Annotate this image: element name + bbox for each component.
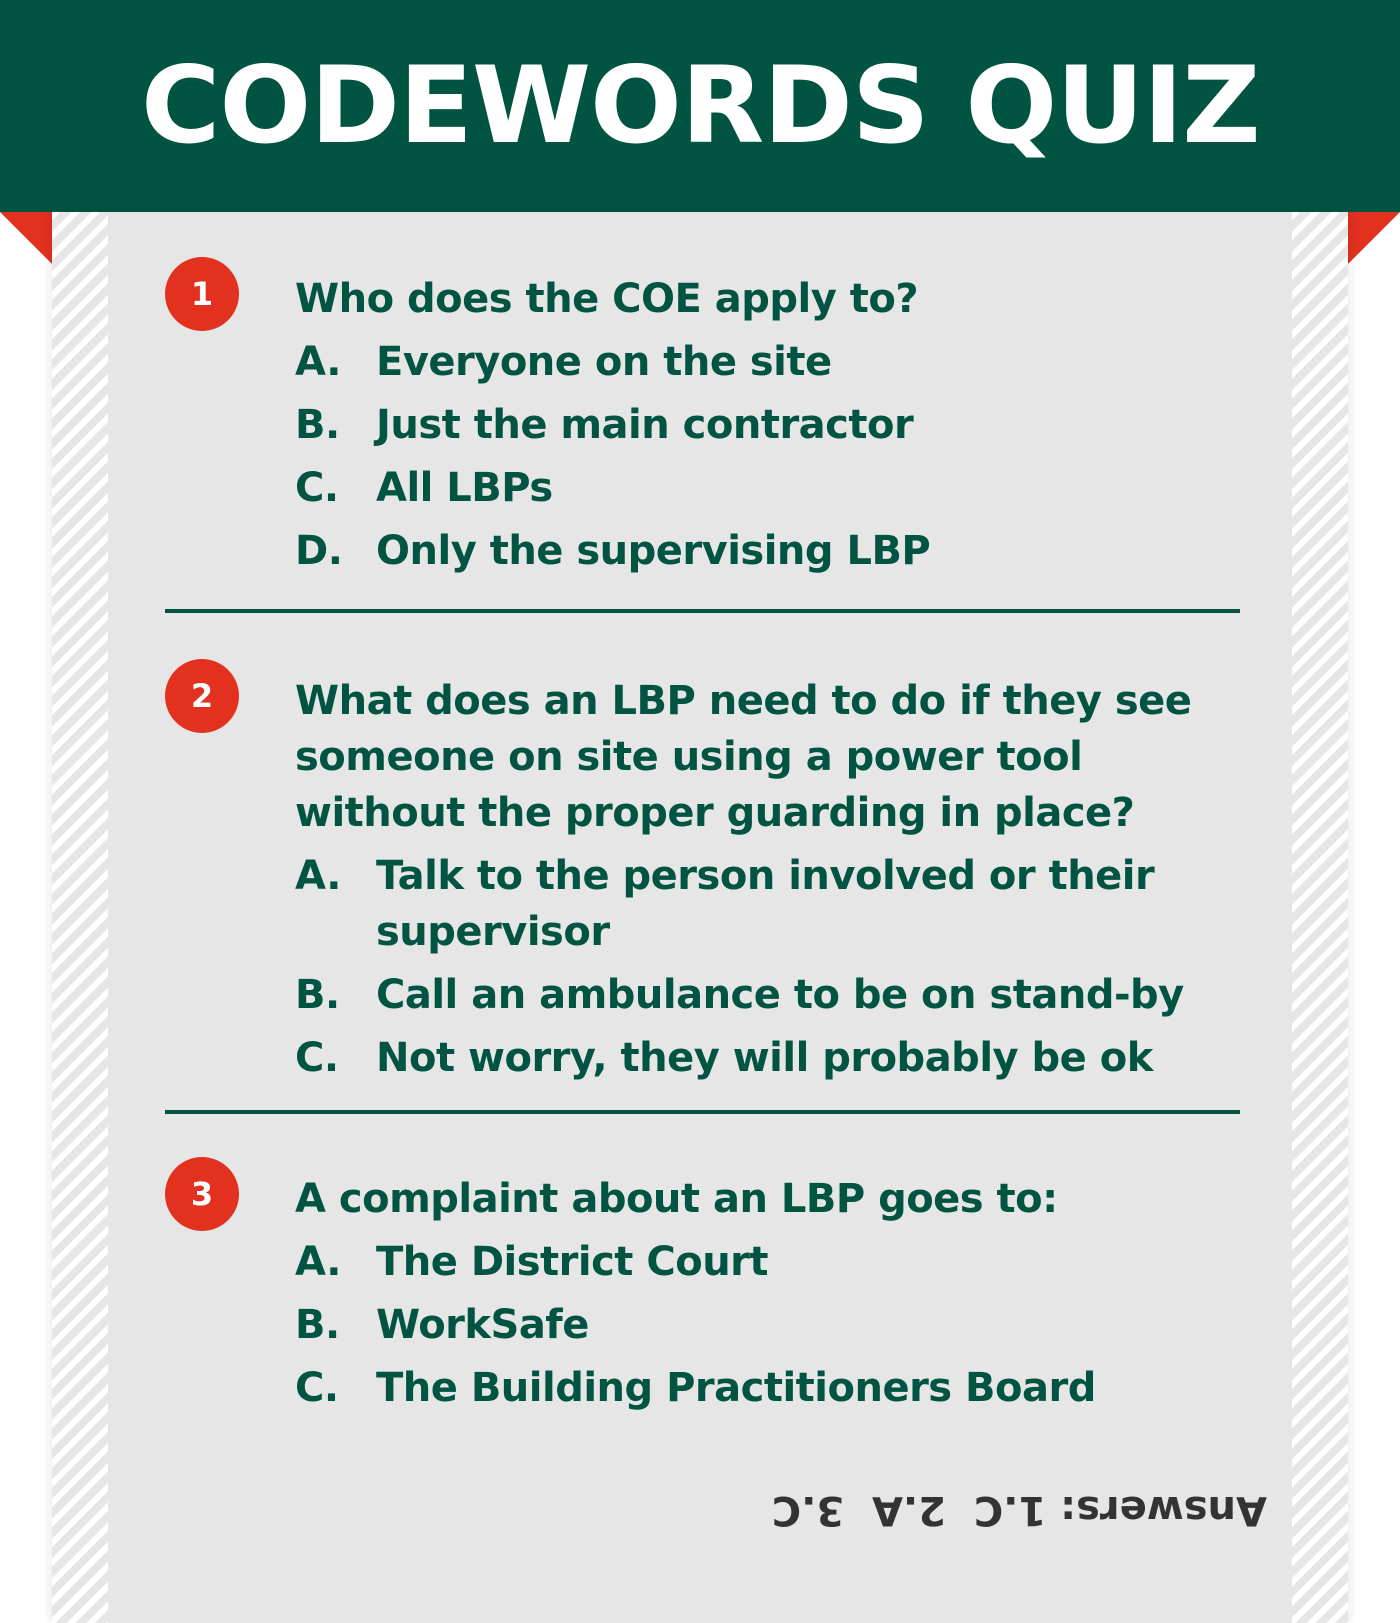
divider — [165, 1110, 1240, 1114]
option-c — [295, 1360, 1225, 1416]
option-b — [295, 1297, 1225, 1353]
option-a — [295, 848, 1225, 960]
option-c — [295, 460, 1225, 516]
question-prompt: Who does the COE apply to? — [295, 276, 919, 322]
option-d — [295, 523, 1225, 579]
option-a — [295, 334, 1225, 390]
question-prompt: A complaint about an LBP goes to: — [295, 1176, 1058, 1222]
option-letter: B. — [295, 402, 340, 448]
question-text — [295, 271, 1225, 579]
option-letter: C. — [295, 465, 339, 511]
question-number-badge: 2 — [165, 659, 239, 733]
option-letter: B. — [295, 1302, 340, 1348]
divider — [165, 609, 1240, 613]
option-text: Not worry, they will probably be ok — [376, 1035, 1153, 1081]
option-text: All LBPs — [376, 465, 553, 511]
option-letter: D. — [295, 528, 343, 574]
option-text: Just the main contractor — [376, 402, 914, 448]
option-letter: A. — [295, 339, 341, 385]
option-letter: A. — [295, 1239, 341, 1285]
option-b — [295, 397, 1225, 453]
option-text: The Building Practitioners Board — [376, 1365, 1096, 1411]
option-list — [295, 334, 1225, 579]
option-a — [295, 1234, 1225, 1290]
option-letter: C. — [295, 1365, 339, 1411]
option-letter: A. — [295, 853, 341, 899]
option-letter: B. — [295, 972, 340, 1018]
option-list — [295, 848, 1225, 1086]
quiz-title: CODEWORDS QUIZ — [140, 44, 1260, 167]
option-b — [295, 967, 1225, 1023]
option-text: Call an ambulance to be on stand-by — [376, 972, 1184, 1018]
upside-down-answers: Answers: 1.C 2.A 3.C — [771, 1487, 1267, 1533]
option-text: Only the supervising LBP — [376, 528, 931, 574]
quiz-header — [0, 0, 1400, 212]
option-c — [295, 1030, 1225, 1086]
option-text: Everyone on the site — [376, 339, 832, 385]
ribbon-fold-left — [0, 212, 52, 264]
question-prompt: What does an LBP need to do if they see someone on site using a power tool without the proper guarding in place? — [295, 678, 1192, 836]
option-text: WorkSafe — [376, 1302, 589, 1348]
question-text — [295, 1171, 1225, 1416]
quiz-card — [52, 212, 1348, 1623]
hatched-border-left — [52, 212, 108, 1623]
option-text: The District Court — [376, 1239, 769, 1285]
hatched-border-right — [1292, 212, 1348, 1623]
question-text — [295, 673, 1225, 1086]
ribbon-fold-right — [1348, 212, 1400, 264]
option-letter: C. — [295, 1035, 339, 1081]
question-number-badge: 1 — [165, 257, 239, 331]
option-text: Talk to the person involved or their supervisor — [376, 853, 1155, 955]
option-list — [295, 1234, 1225, 1416]
question-number-badge: 3 — [165, 1157, 239, 1231]
